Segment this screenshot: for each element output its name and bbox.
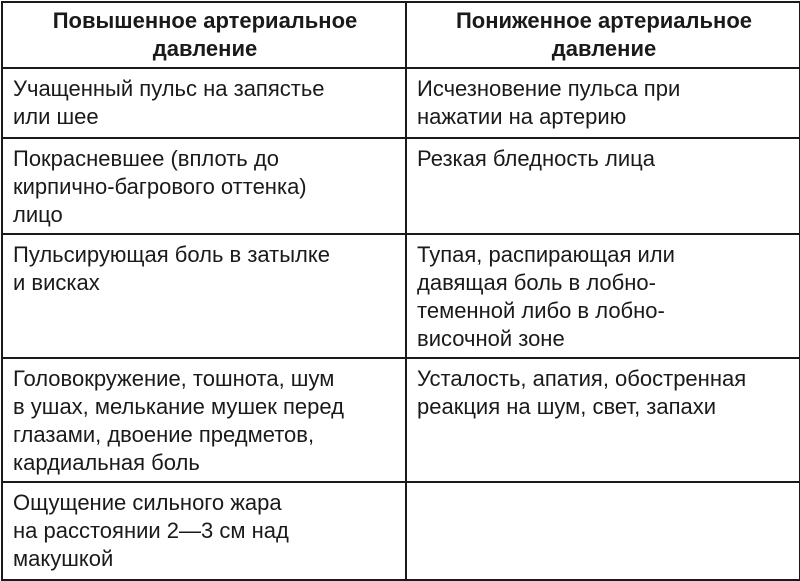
- cell-text: Пульсирующая боль в затылке и висках: [13, 242, 331, 295]
- header-row: [2, 2, 800, 68]
- cell-text: Ощущение сильного жара на расстоянии 2—3 см над макушкой: [13, 490, 289, 571]
- cell-text: Усталость, апатия, обостренная реакция на шум, свет, запахи: [417, 366, 747, 419]
- header-high-pressure-label: Повышенное артериальное давление: [52, 8, 358, 61]
- table-row: [2, 358, 800, 482]
- table-cell-high: [2, 358, 406, 482]
- header-high-pressure: [2, 2, 406, 68]
- table-cell-low: [406, 138, 800, 234]
- header-low-pressure-label: Пониженное артериальное давление: [455, 8, 753, 61]
- table-row: [2, 138, 800, 234]
- table-cell-high: [2, 482, 406, 580]
- table-cell-high: [2, 138, 406, 234]
- cell-text: Учащенный пульс на запястье или шее: [13, 76, 325, 129]
- table-cell-low: [406, 482, 800, 580]
- table-row: [2, 482, 800, 580]
- header-low-pressure: [406, 2, 800, 68]
- table-cell-low: [406, 68, 800, 138]
- table-cell-high: [2, 68, 406, 138]
- table-row: [2, 234, 800, 358]
- table-cell-low: [406, 234, 800, 358]
- cell-text: Покрасневшее (вплоть до кирпично-багрового оттенка) лицо: [13, 146, 307, 227]
- cell-text: Исчезновение пульса при нажатии на артерию: [417, 76, 681, 129]
- cell-text: Тупая, распирающая или давящая боль в лобно- теменной либо в лобно- височной зоне: [417, 242, 675, 351]
- table-cell-low: [406, 358, 800, 482]
- cell-text: Головокружение, тошнота, шум в ушах, мелькание мушек перед глазами, двоение предметов, кардиальная боль: [13, 366, 344, 475]
- cell-text: Резкая бледность лица: [417, 146, 655, 171]
- table-row: [2, 68, 800, 138]
- symptoms-table: [1, 1, 800, 581]
- table-cell-high: [2, 234, 406, 358]
